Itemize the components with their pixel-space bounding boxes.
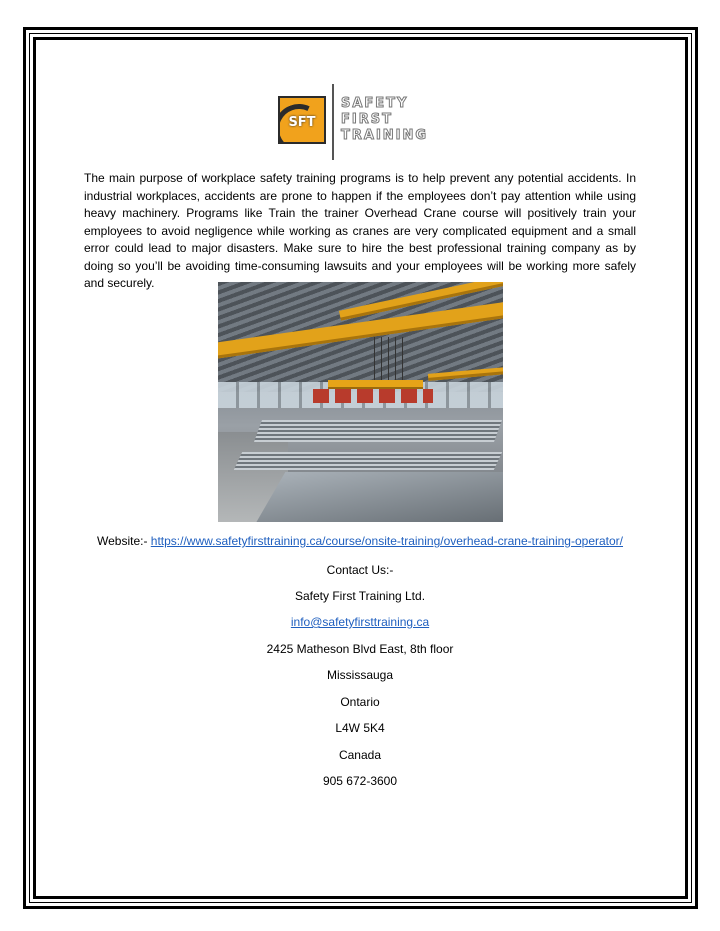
safety-first-training-logo xyxy=(278,84,448,162)
logo-divider xyxy=(332,84,334,160)
overhead-crane-photo xyxy=(218,282,503,522)
logo-mark-text: SFT xyxy=(288,115,316,130)
company-name: Safety First Training Ltd. xyxy=(294,589,426,603)
city-line: Mississauga xyxy=(326,668,394,682)
province-line: Ontario xyxy=(340,695,380,709)
sft-logo-icon xyxy=(278,96,326,144)
website-label: Website:- xyxy=(96,534,151,548)
intro-paragraph: The main purpose of workplace safety training programs is to help prevent any potential accidents. In industrial workplaces, accidents are prone to happen if the employees don’t pay attention while using heavy machinery. Programs like Train the trainer Overhead Crane course will positively train your employees to avoid negligence while working as cranes are very complicated equipment and a small error could lead to major disasters. Make sure to hire the best professional training company as by doing so you’ll be avoiding time-consuming lawsuits and your employees will be working more safely and securely. xyxy=(84,171,636,290)
country-line: Canada xyxy=(338,748,382,762)
website-line xyxy=(0,534,720,548)
logo-line-3: TRAINING xyxy=(341,128,429,143)
postal-code-line: L4W 5K4 xyxy=(335,721,385,735)
logo-line-2: FIRST xyxy=(341,112,393,127)
logo-line-1: SAFETY xyxy=(341,96,409,111)
address-line: 2425 Matheson Blvd East, 8th floor xyxy=(266,642,454,656)
logo-wordmark xyxy=(341,96,428,144)
website-link[interactable]: https://www.safetyfirsttraining.ca/course/onsite-training/overhead-crane-training-operator/ xyxy=(150,534,624,548)
email-line xyxy=(0,615,720,629)
phone-line: 905 672-3600 xyxy=(322,774,398,788)
email-link[interactable]: info@safetyfirsttraining.ca xyxy=(290,615,430,629)
contact-heading: Contact Us:- xyxy=(326,563,394,577)
